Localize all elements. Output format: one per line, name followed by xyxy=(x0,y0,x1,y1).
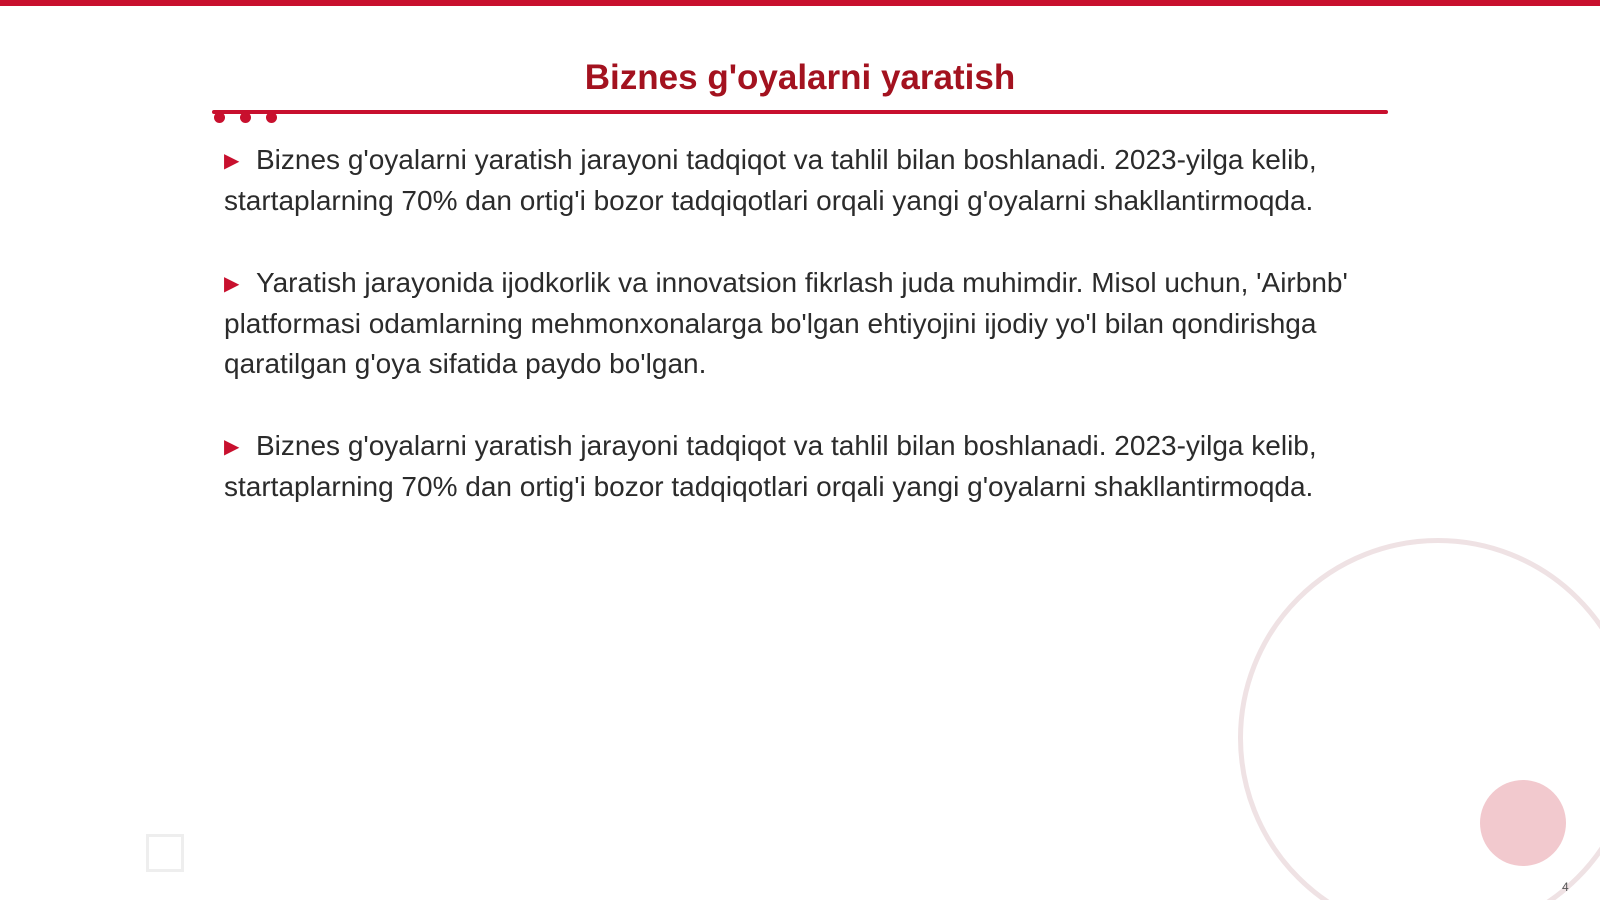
decor-dot xyxy=(214,112,225,123)
bullet-text: Biznes g'oyalarni yaratish jarayoni tadqiqot va tahlil bilan boshlanadi. 2023-yilga kelib, startaplarning 70% dan ortig'i bozor tadqiqotlari orqali yangi g'oyalarni shakllantirmoqda. xyxy=(224,144,1317,216)
decorative-square xyxy=(146,834,184,872)
bullet-text: Yaratish jarayonida ijodkorlik va innovatsion fikrlash juda muhimdir. Misol uchun, 'Airbnb' platformasi odamlarning mehmonxonalarga bo'lgan ehtiyojini ijodiy yo'l bilan qondirishga qaratilgan g'oya sifatida paydo bo'lgan. xyxy=(224,267,1348,379)
bullet-item xyxy=(224,426,1374,507)
decor-dot xyxy=(266,112,277,123)
top-accent-bar xyxy=(0,0,1600,6)
play-triangle-icon: ▶ xyxy=(224,273,240,295)
decor-dot xyxy=(240,112,251,123)
slide-title: Biznes g'oyalarni yaratish xyxy=(584,58,1016,97)
play-triangle-icon: ▶ xyxy=(224,436,240,458)
bullet-text: Biznes g'oyalarni yaratish jarayoni tadqiqot va tahlil bilan boshlanadi. 2023-yilga kelib, startaplarning 70% dan ortig'i bozor tadqiqotlari orqali yangi g'oyalarni shakllantirmoqda. xyxy=(224,430,1317,502)
bullet-item xyxy=(224,140,1374,221)
bullet-item xyxy=(224,263,1374,384)
bullet-list xyxy=(224,140,1374,549)
page-number: 4 xyxy=(1562,880,1569,894)
play-triangle-icon: ▶ xyxy=(224,150,240,172)
title-underline xyxy=(212,110,1388,114)
decorative-circle xyxy=(1480,780,1566,866)
